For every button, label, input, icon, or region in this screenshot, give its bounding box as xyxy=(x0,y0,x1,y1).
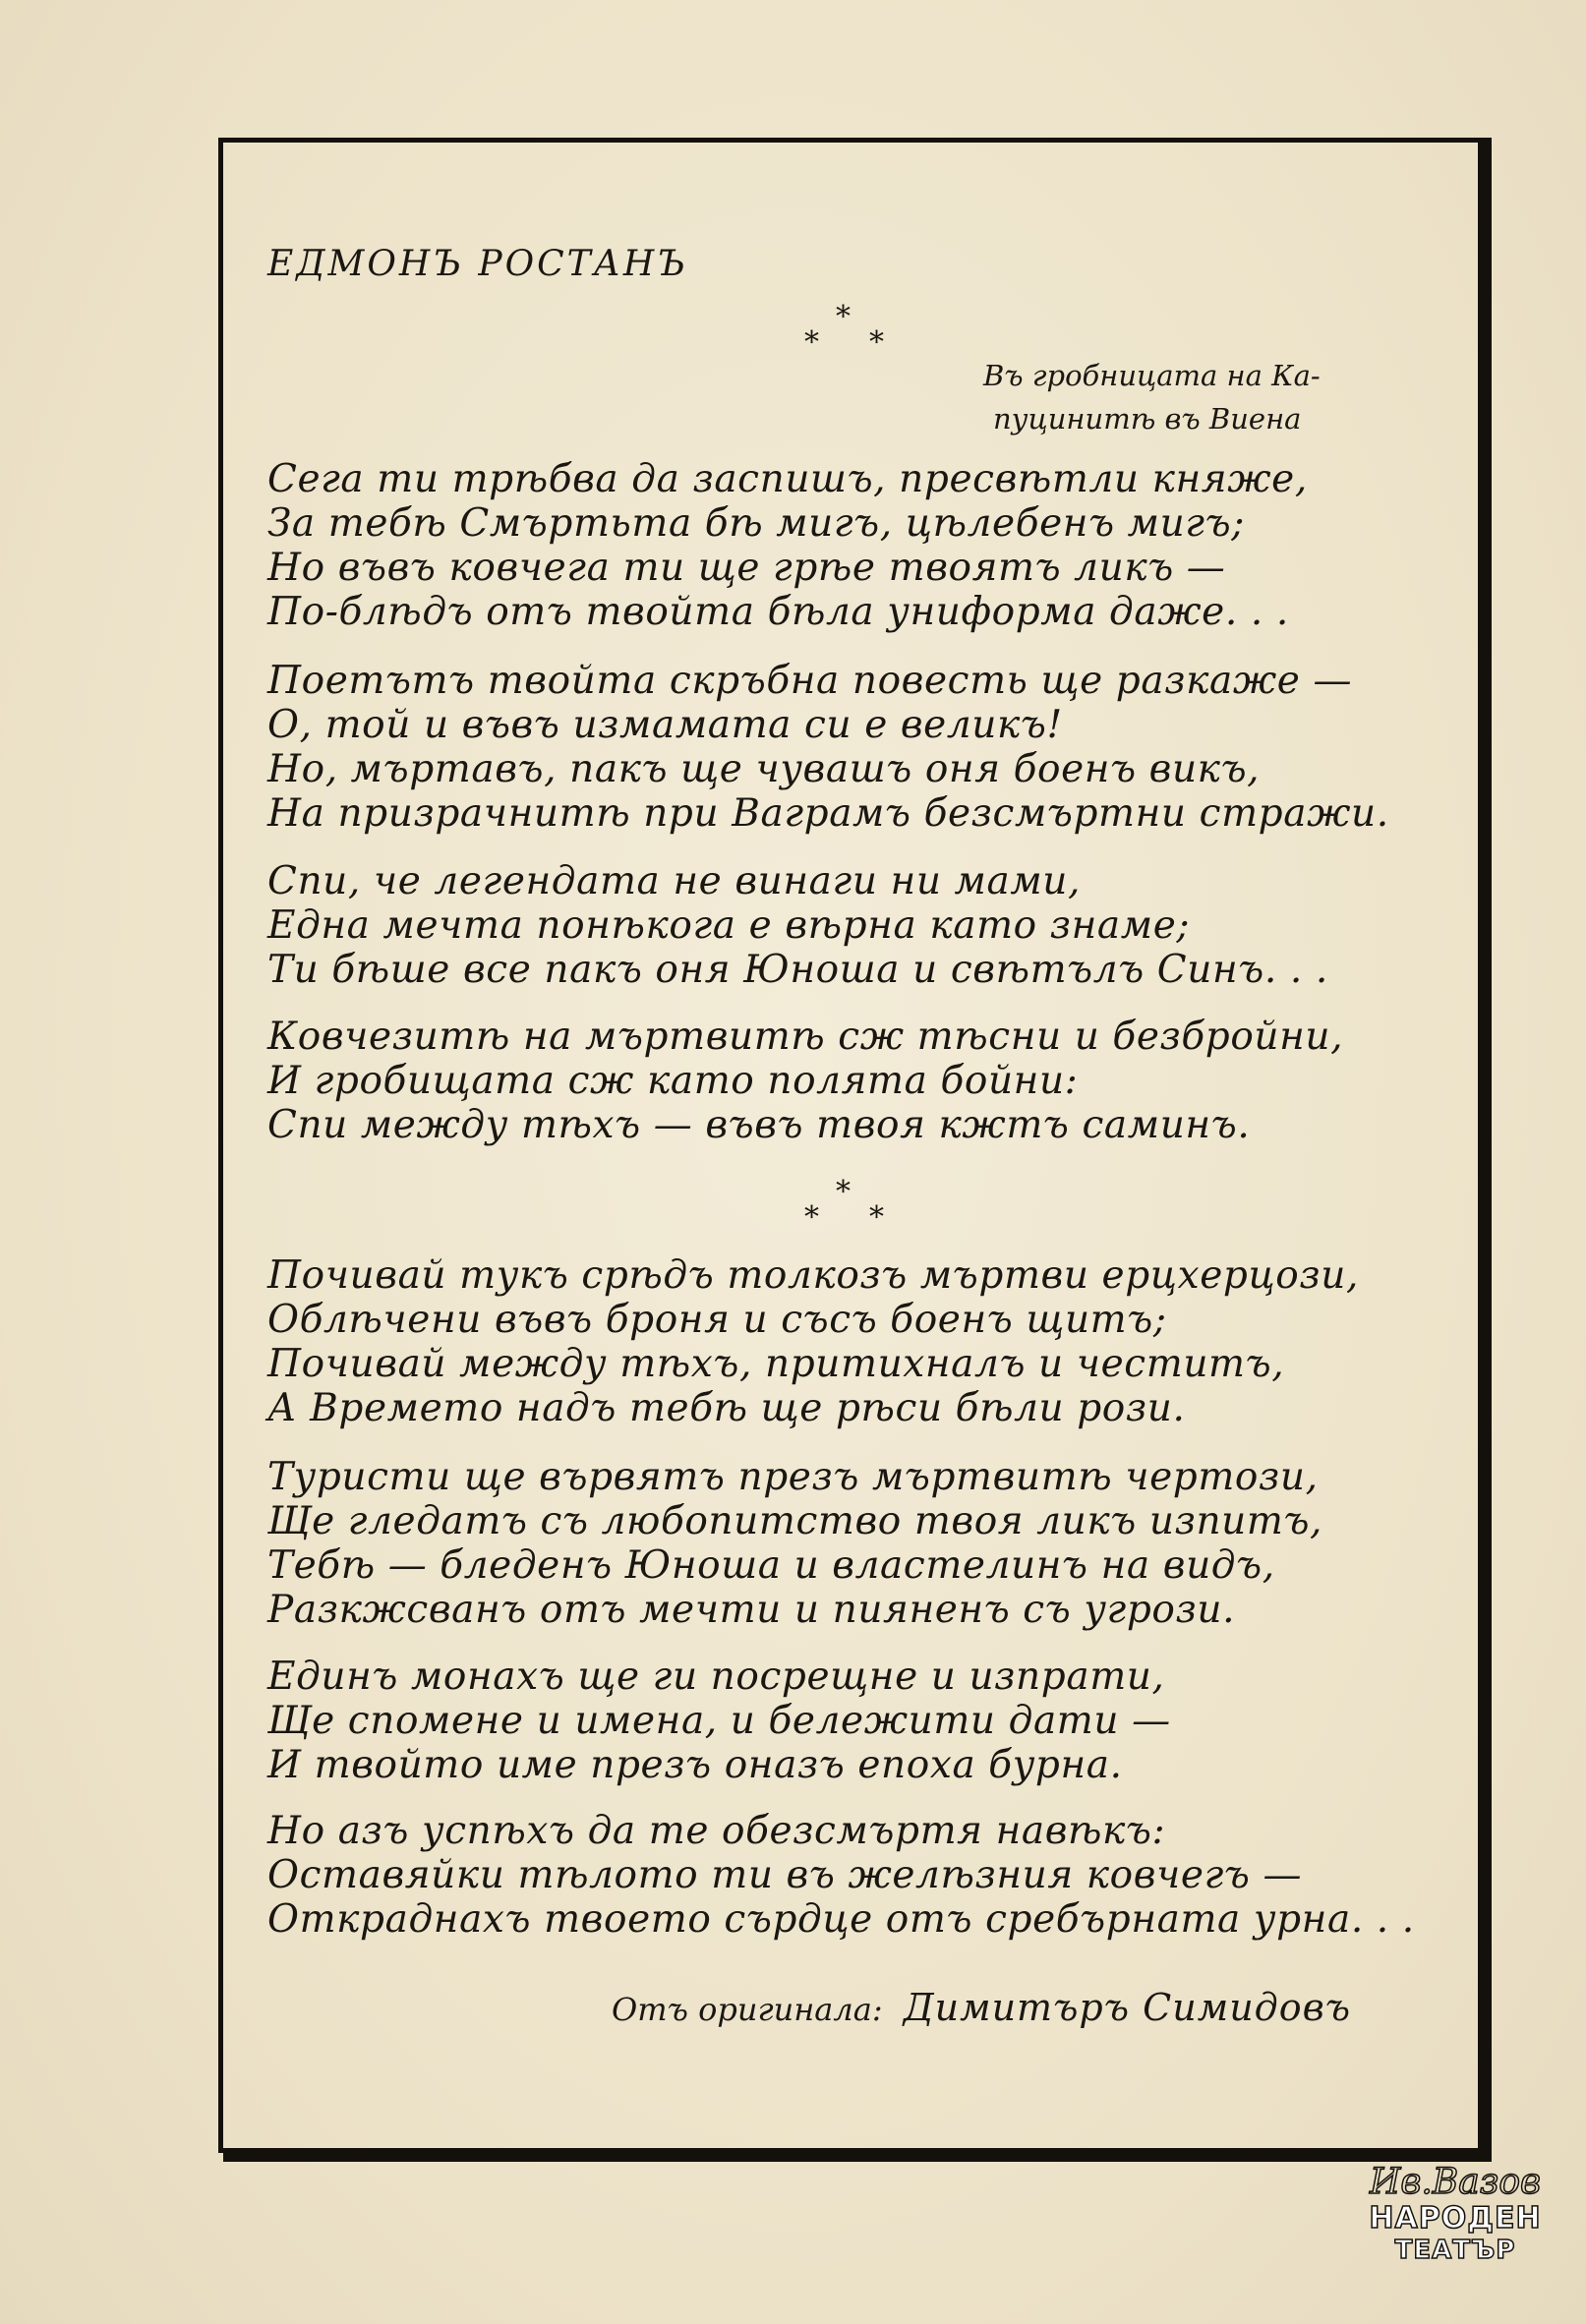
national-theatre-logo xyxy=(1357,2163,1554,2300)
asterism-star: * xyxy=(804,1200,819,1235)
poem-line: Почивай тукъ срѣдъ толкозъ мъртви ерцхерцози, xyxy=(267,1253,1359,1298)
poem-line: А Времето надъ тебѣ ще рѣси бѣли рози. xyxy=(267,1386,1186,1430)
poem-line: И гробищата сж като полята бойни: xyxy=(267,1059,1079,1103)
logo-line: НАРОДЕН xyxy=(1369,2201,1542,2236)
poem-line: Но, мъртавъ, пакъ ще чувашъ оня боенъ викъ, xyxy=(267,747,1261,791)
poem-line: На призрачнитѣ при Ваграмъ безсмъртни стражи. xyxy=(267,791,1389,836)
poem-line: Спи, че легендата не винаги ни мами, xyxy=(267,859,1081,903)
dedication-line: Въ гробницата на Ка- xyxy=(983,359,1321,392)
poem-line: Ковчезитѣ на мъртвитѣ сж тѣсни и безбройни, xyxy=(267,1015,1344,1059)
dedication-line: пуцинитѣ въ Виена xyxy=(993,402,1302,436)
poem-line: Единъ монахъ ще ги посрещне и изпрати, xyxy=(267,1655,1165,1699)
stanza xyxy=(267,859,1467,992)
poem-line: Оставяйки тѣлото ти въ желѣзния ковчегъ — xyxy=(267,1853,1303,1897)
poem-line: За тебѣ Смъртьта бѣ мигъ, цѣлебенъ мигъ; xyxy=(267,501,1245,546)
stanza xyxy=(267,1809,1467,1942)
stanza xyxy=(267,1655,1467,1787)
asterism-star: * xyxy=(869,325,884,360)
poem-line: Но азъ успѣхъ да те обезсмъртя навѣкъ: xyxy=(267,1809,1166,1853)
poem-line: Разкжсванъ отъ мечти и пияненъ съ угрози. xyxy=(267,1588,1236,1632)
poem-line: О, той и въвъ измамата си е великъ! xyxy=(267,703,1063,747)
poem-line: Спи между тѣхъ — въвъ твоя кжтъ саминъ. xyxy=(267,1103,1251,1147)
poem-line: Тебѣ — бледенъ Юноша и властелинъ на видъ, xyxy=(267,1543,1275,1588)
poem-line: Туристи ще вървятъ презъ мъртвитѣ чертози, xyxy=(267,1455,1319,1499)
stanza xyxy=(267,1015,1467,1147)
translator-name: Димитъръ Симидовъ xyxy=(903,1986,1352,2029)
dedication xyxy=(983,354,1445,440)
signature-label: Отъ оригинала: xyxy=(612,1991,883,2028)
asterism-top xyxy=(787,300,905,359)
author-name: ЕДМОНЪ РОСТАНЪ xyxy=(267,244,688,284)
stanza xyxy=(267,659,1467,836)
poem-line: И твойто име презъ оназъ епоха бурна. xyxy=(267,1743,1123,1787)
poem-line: Една мечта понѣкога е вѣрна като знаме; xyxy=(267,903,1191,948)
stanza xyxy=(267,1455,1467,1632)
poem-line: Ще гледатъ съ любопитство твоя ликъ изпитъ, xyxy=(267,1499,1323,1543)
asterism-middle xyxy=(787,1175,905,1234)
logo-line: ТЕАТЪР xyxy=(1394,2236,1516,2265)
poem-line: Почивай между тѣхъ, притихналъ и честитъ, xyxy=(267,1342,1285,1386)
stanza xyxy=(267,1253,1467,1430)
stanza xyxy=(267,457,1467,634)
poem-line: Но въвъ ковчега ти ще грѣе твоятъ ликъ — xyxy=(267,546,1226,590)
poem-line: Откраднахъ твоето сърдце отъ сребърната урна. . . xyxy=(267,1897,1415,1942)
poem-line: Облѣчени въвъ броня и съсъ боенъ щитъ; xyxy=(267,1298,1167,1342)
logo-script: Ив.Вазов xyxy=(1370,2162,1541,2202)
poem-line: Ти бѣше все пакъ оня Юноша и свѣтълъ Синъ. . . xyxy=(267,948,1328,992)
poem-line: Сега ти трѣбва да заспишъ, пресвѣтли княже, xyxy=(267,457,1308,501)
asterism-star: * xyxy=(836,300,851,334)
poem-line: По-блѣдъ отъ твойта бѣла униформа даже. . . xyxy=(267,590,1289,634)
poem-line: Ще спомене и имена, и бележити дати — xyxy=(267,1699,1171,1743)
poem-line: Поетътъ твойта скръбна повесть ще разкаже — xyxy=(267,659,1353,703)
translator-signature xyxy=(612,1986,1351,2029)
asterism-star: * xyxy=(836,1175,851,1209)
asterism-star: * xyxy=(869,1200,884,1235)
asterism-star: * xyxy=(804,325,819,360)
